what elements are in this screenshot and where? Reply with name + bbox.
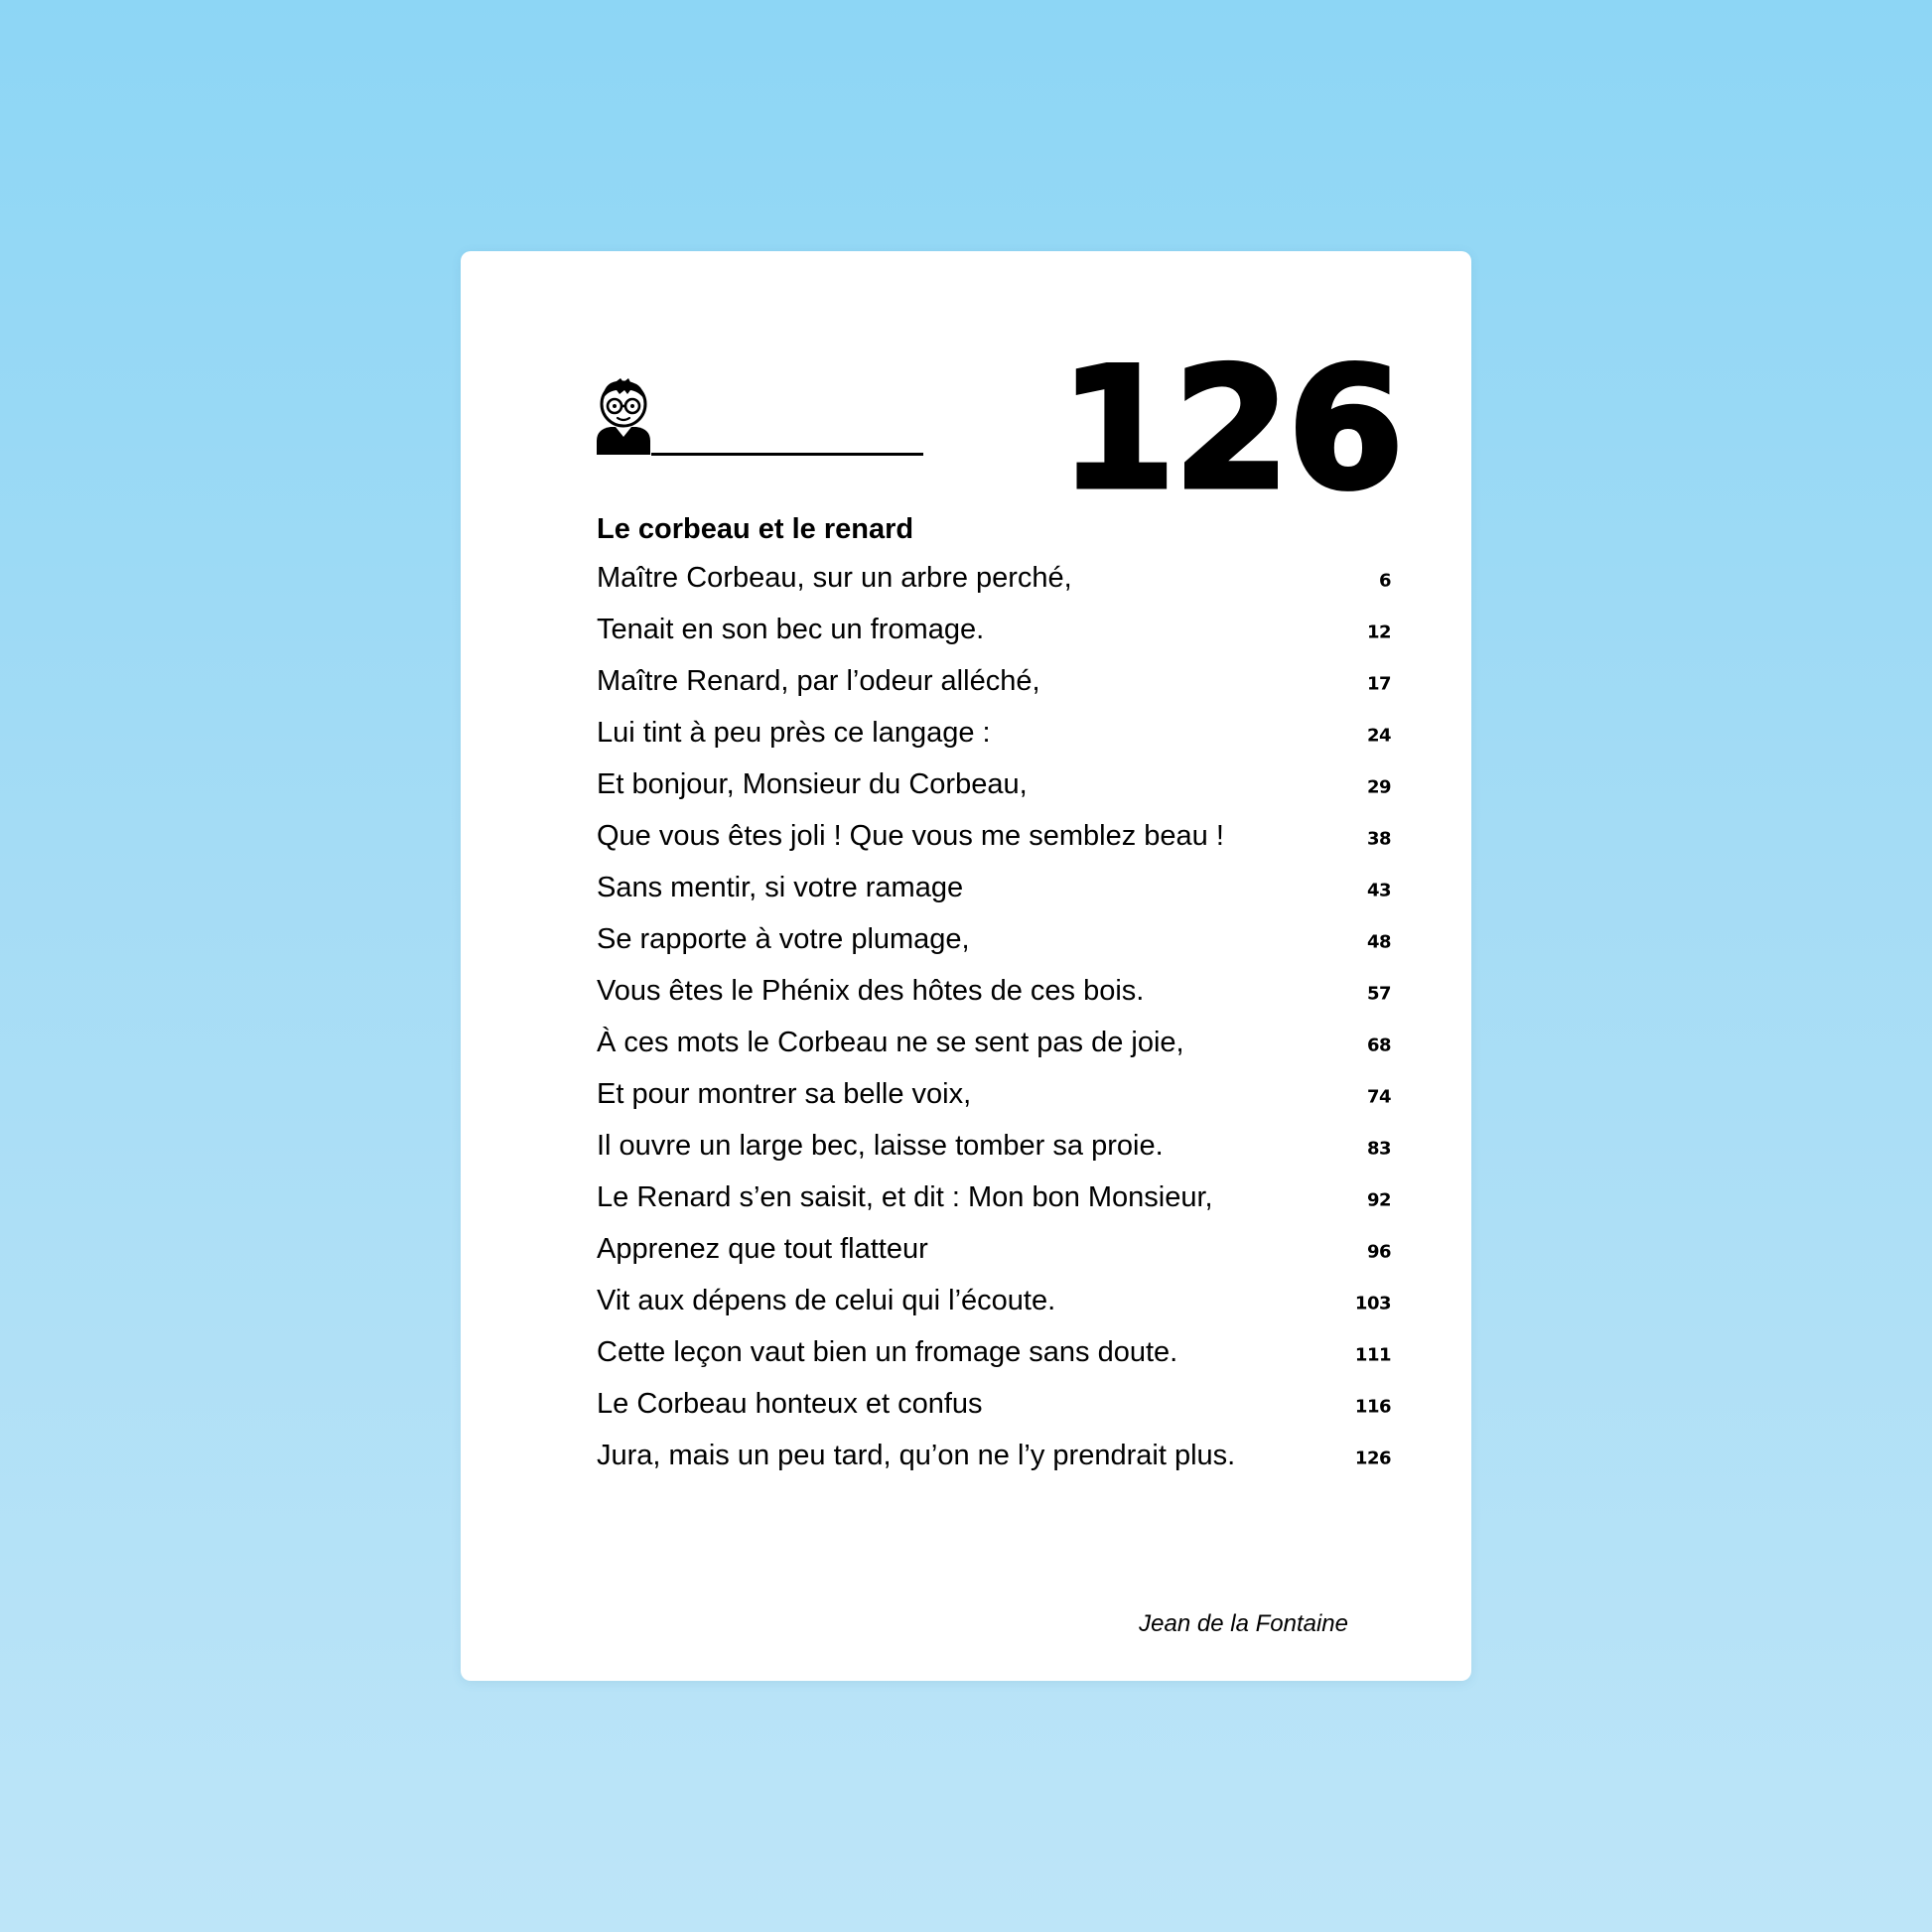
cumulative-count: 116 xyxy=(1354,1396,1391,1418)
poem-line xyxy=(597,810,1391,862)
poem-line-text: Lui tint à peu près ce langage : xyxy=(597,716,991,749)
poem-line xyxy=(597,1326,1391,1378)
cumulative-count: 29 xyxy=(1366,776,1391,798)
poem-line xyxy=(597,965,1391,1017)
poem-line-text: Jura, mais un peu tard, qu’on ne l’y prendrait plus. xyxy=(597,1439,1236,1471)
total-count: 126 xyxy=(1059,332,1402,526)
poem-line xyxy=(597,1223,1391,1275)
poem-lines xyxy=(597,552,1391,1481)
cumulative-count: 96 xyxy=(1366,1241,1391,1263)
poem-line-text: Et bonjour, Monsieur du Corbeau, xyxy=(597,767,1028,800)
poem-line-text: Se rapporte à votre plumage, xyxy=(597,922,970,955)
poem-line xyxy=(597,1172,1391,1223)
poem-line-text: Et pour montrer sa belle voix, xyxy=(597,1077,972,1110)
cumulative-count: 57 xyxy=(1366,983,1391,1005)
cumulative-count: 6 xyxy=(1378,570,1391,592)
cumulative-count: 38 xyxy=(1366,828,1391,850)
cumulative-count: 24 xyxy=(1366,725,1391,747)
cumulative-count: 12 xyxy=(1366,621,1391,643)
poem-line xyxy=(597,552,1391,604)
poem-line-text: Que vous êtes joli ! Que vous me semblez beau ! xyxy=(597,819,1224,852)
poem-line xyxy=(597,759,1391,810)
poem-line-text: Vous êtes le Phénix des hôtes de ces bois. xyxy=(597,974,1145,1007)
poem-line-text: Maître Corbeau, sur un arbre perché, xyxy=(597,561,1072,594)
poem-line xyxy=(597,1430,1391,1481)
cumulative-count: 126 xyxy=(1354,1448,1391,1469)
poem-line-text: À ces mots le Corbeau ne se sent pas de joie, xyxy=(597,1026,1184,1058)
poem-line xyxy=(597,1120,1391,1172)
poem-author: Jean de la Fontaine xyxy=(1139,1610,1348,1637)
cumulative-count: 111 xyxy=(1354,1344,1391,1366)
cumulative-count: 43 xyxy=(1366,880,1391,901)
cumulative-count: 48 xyxy=(1366,931,1391,953)
poem-line-text: Sans mentir, si votre ramage xyxy=(597,871,964,903)
cumulative-count: 103 xyxy=(1354,1293,1391,1314)
poem-line-text: Maître Renard, par l’odeur alléché, xyxy=(597,664,1040,697)
cumulative-count: 83 xyxy=(1366,1138,1391,1160)
poem-line xyxy=(597,707,1391,759)
poem-line xyxy=(597,655,1391,707)
poem-line-text: Tenait en son bec un fromage. xyxy=(597,613,985,645)
poem-line-text: Vit aux dépens de celui qui l’écoute. xyxy=(597,1284,1056,1316)
reading-card xyxy=(461,251,1471,1681)
poem-line-text: Apprenez que tout flatteur xyxy=(597,1232,928,1265)
poem-line-text: Le Corbeau honteux et confus xyxy=(597,1387,983,1420)
poem-line-text: Il ouvre un large bec, laisse tomber sa proie. xyxy=(597,1129,1164,1162)
cumulative-count: 17 xyxy=(1366,673,1391,695)
poem-line xyxy=(597,1068,1391,1120)
poem-line xyxy=(597,1017,1391,1068)
poem-title: Le corbeau et le renard xyxy=(597,513,914,545)
poem-line xyxy=(597,862,1391,913)
cumulative-count: 92 xyxy=(1366,1189,1391,1211)
poem-line-text: Le Renard s’en saisit, et dit : Mon bon Monsieur, xyxy=(597,1180,1213,1213)
poem-line xyxy=(597,1378,1391,1430)
poem-line-text: Cette leçon vaut bien un fromage sans doute. xyxy=(597,1335,1178,1368)
name-writing-line xyxy=(651,453,923,456)
cumulative-count: 68 xyxy=(1366,1035,1391,1056)
poem-line xyxy=(597,1275,1391,1326)
cumulative-count: 74 xyxy=(1366,1086,1391,1108)
student-glasses-icon xyxy=(595,377,652,455)
poem-line xyxy=(597,604,1391,655)
poem-line xyxy=(597,913,1391,965)
